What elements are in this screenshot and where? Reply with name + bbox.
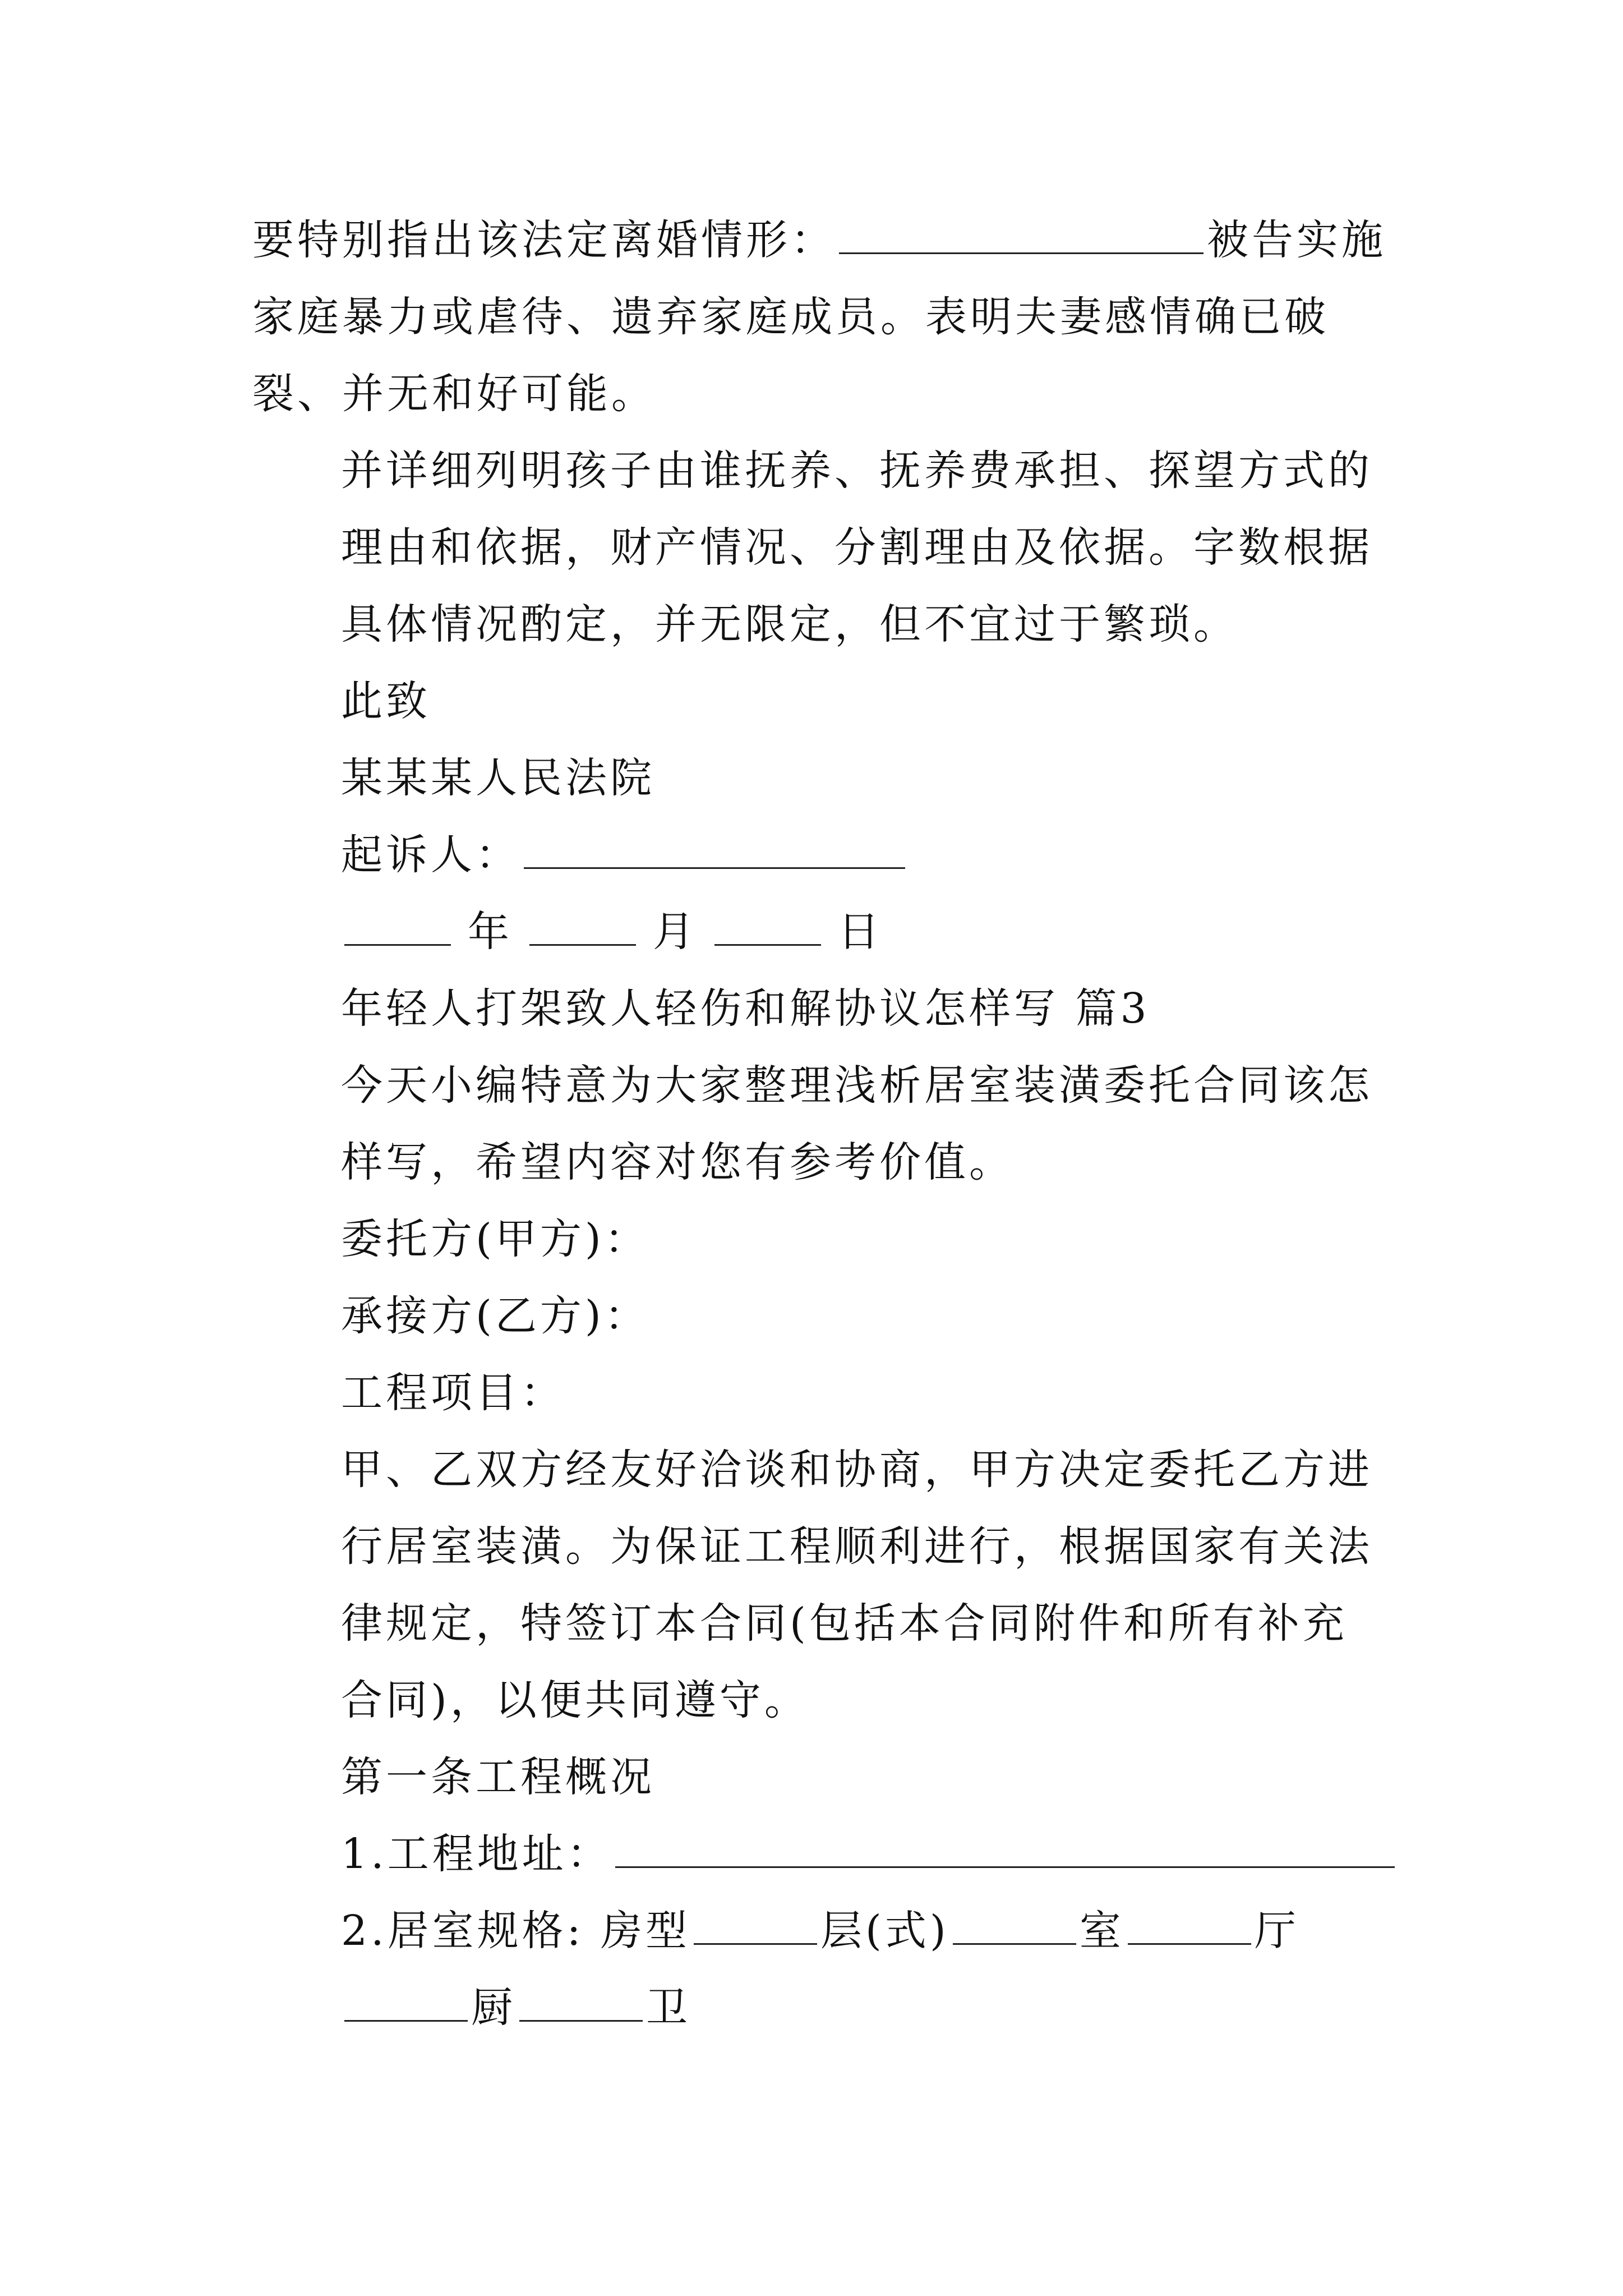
closing-line: 此致 [341, 677, 431, 725]
item-2-room-label: 室 [1079, 1907, 1124, 1955]
blank-day [714, 907, 821, 946]
item-2-hall-label: 厅 [1254, 1907, 1299, 1955]
blank-address [615, 1829, 1395, 1868]
paragraph-divorce-grounds [252, 202, 1391, 432]
item-2-bath-label: 卫 [646, 1984, 691, 2032]
article-1-title: 第一条工程概况 [341, 1753, 655, 1801]
item-1-label: 1.工程地址： [341, 1830, 612, 1878]
item-1-address [252, 1816, 1391, 1893]
blank-plaintiff-signature [524, 830, 905, 869]
paragraph-custody: 并详细列明孩子由谁抚养、抚养费承担、探望方式的理由和依据，财产情况、分割理由及依据。字数根据具体情况酌定，并无限定，但不宜过于繁琐。 [341, 447, 1373, 648]
paragraph-intro: 今天小编特意为大家整理浅析居室装潢委托合同该怎样写，希望内容对您有参考价值。 [341, 1061, 1373, 1186]
paragraph-agreement: 甲、乙双方经友好洽谈和协商，甲方决定委托乙方进行居室装潢。为保证工程顺利进行，根据国家有关法律规定，特签订本合同(包括本合同附件和所有补充合同)，以便共同遵守。 [341, 1446, 1373, 1724]
blank-kitchen [344, 1983, 468, 2022]
plaintiff-line [252, 817, 1391, 894]
party-b-line: 承接方(乙方)： [341, 1292, 649, 1340]
section-title: 年轻人打架致人轻伤和解协议怎样写 篇3 [341, 984, 1150, 1033]
blank-divorce-grounds [839, 215, 1204, 254]
divorce-grounds-lead: 要特别指出该法定离婚情形： [252, 216, 836, 264]
item-2-floor-label: 层(式) [820, 1907, 949, 1955]
divorce-grounds-text: 被告实施家庭暴力或虐待、遗弃家庭成员。表明夫妻感情确已破裂、并无和好可能。 [252, 216, 1386, 418]
blank-month [529, 907, 636, 946]
date-year-label: 年 [468, 908, 513, 956]
item-2-label: 2.居室规格: 房型 [341, 1907, 691, 1955]
item-2-kitchen-label: 厨 [471, 1984, 516, 2032]
blank-bath [519, 1983, 643, 2022]
plaintiff-label: 起诉人： [341, 831, 520, 879]
project-line: 工程项目： [341, 1369, 565, 1417]
party-a-line: 委托方(甲方)： [341, 1215, 649, 1263]
blank-year [344, 907, 451, 946]
date-line [252, 894, 1391, 970]
document-body [252, 202, 1391, 2046]
date-month-label: 月 [653, 908, 698, 956]
item-2-spec [252, 1893, 1391, 2046]
blank-hall [1128, 1906, 1251, 1945]
blank-floor [694, 1906, 817, 1945]
court-name: 某某某人民法院 [341, 754, 655, 802]
blank-room [953, 1906, 1076, 1945]
date-day-label: 日 [838, 908, 883, 956]
